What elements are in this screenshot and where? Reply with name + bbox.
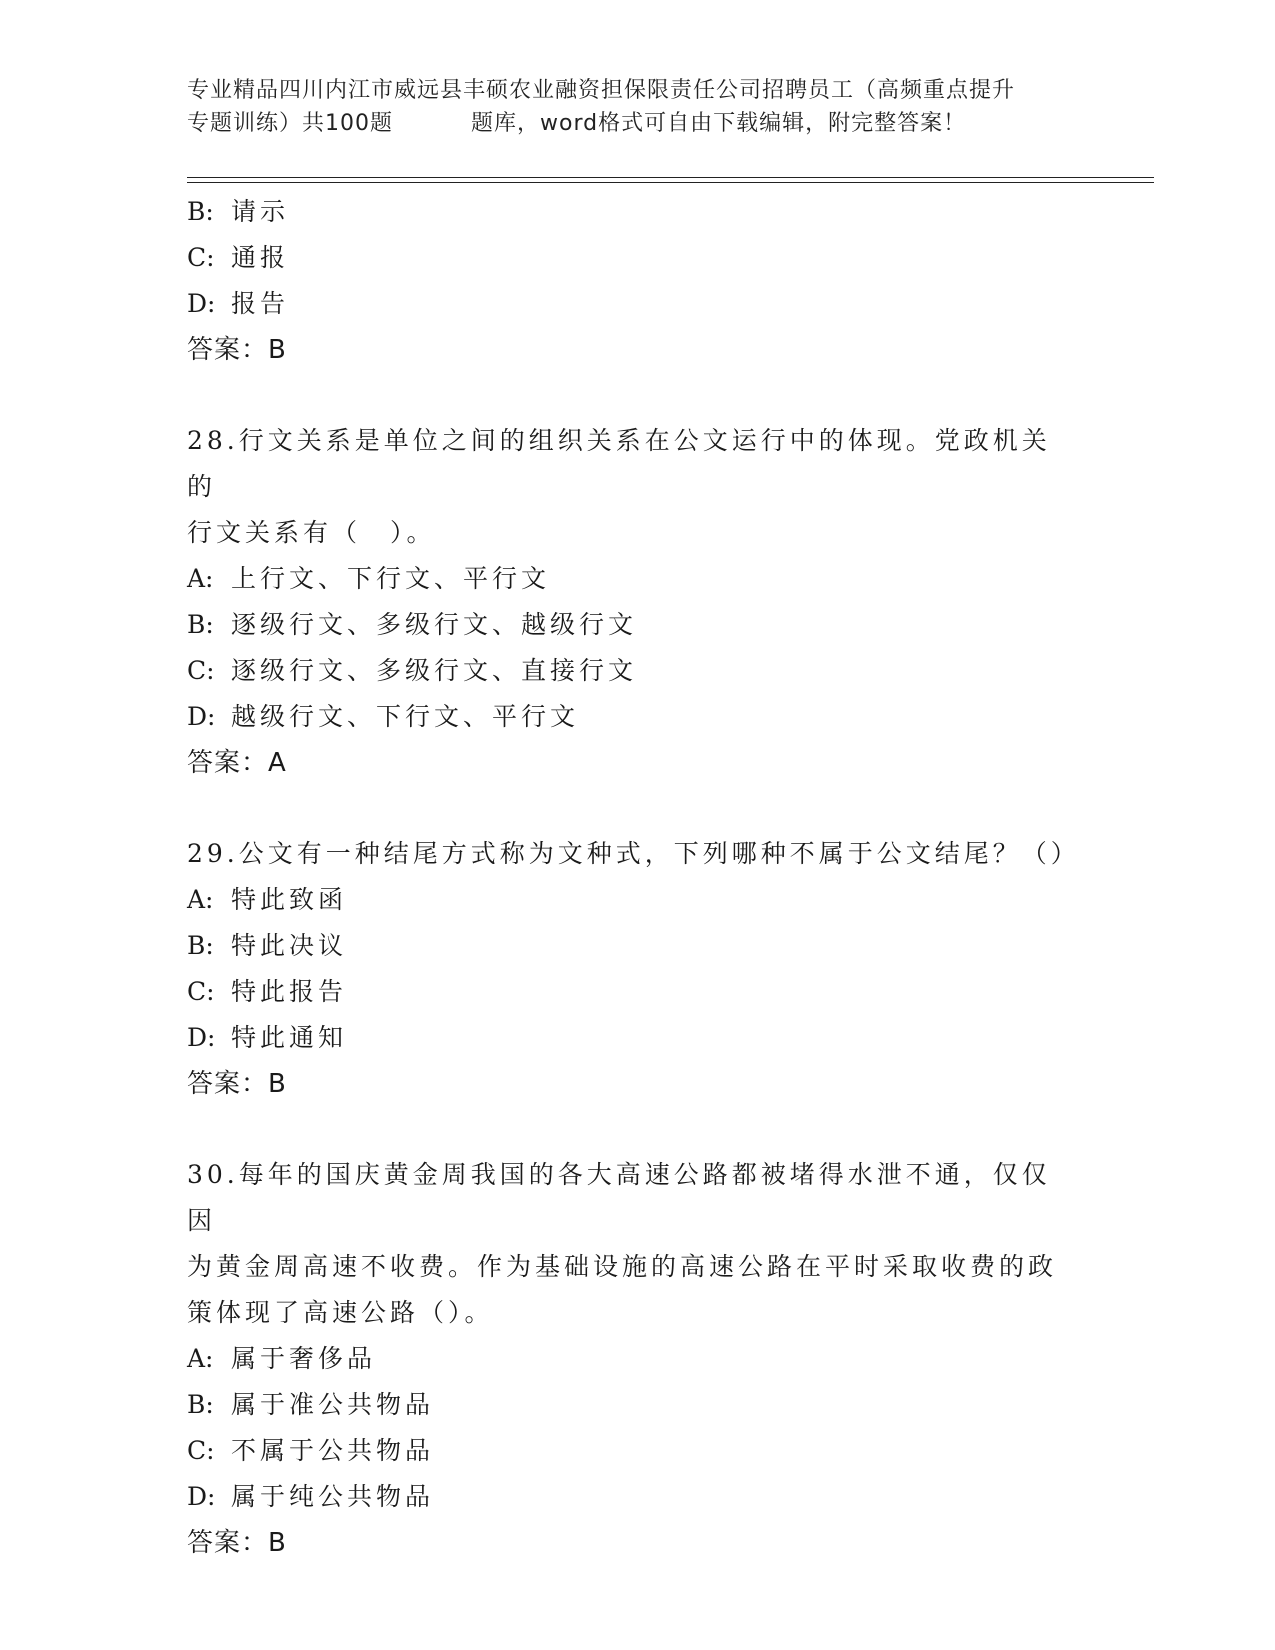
header-divider — [187, 177, 1154, 178]
header-divider-double — [187, 182, 1154, 183]
question-30 — [187, 1152, 1087, 1566]
question-stem-line: 行文关系有（ ）。 — [187, 518, 436, 547]
prev-question — [187, 189, 1087, 373]
answer: 答案：A — [187, 748, 287, 778]
question-stem-line: 29.公文有一种结尾方式称为文种式，下列哪种不属于公文结尾？（） — [187, 839, 1080, 868]
header-line-2a: 专题训练）共100题 — [187, 111, 393, 136]
question-stem-line: 28.行文关系是单位之间的组织关系在公文运行中的体现。党政机关的 — [187, 426, 1051, 501]
document-header — [187, 74, 1087, 140]
option-b: B: 属于准公共物品 — [187, 1390, 435, 1419]
answer: 答案：B — [187, 1528, 287, 1558]
answer: 答案：B — [187, 335, 287, 365]
option-d: D: 报告 — [187, 289, 290, 318]
header-line-2b: 题库，word格式可自由下载编辑，附完整答案！ — [471, 111, 967, 136]
option-a: A: 属于奢侈品 — [187, 1344, 377, 1373]
option-b: B: 逐级行文、多级行文、越级行文 — [187, 610, 638, 639]
option-c: C: 逐级行文、多级行文、直接行文 — [187, 656, 638, 685]
option-b: B: 特此决议 — [187, 931, 348, 960]
option-a: A: 特此致函 — [187, 885, 348, 914]
question-28 — [187, 418, 1087, 786]
option-b: B: 请示 — [187, 197, 290, 226]
option-d: D: 属于纯公共物品 — [187, 1482, 435, 1511]
header-line-2 — [187, 107, 1087, 140]
question-29 — [187, 831, 1087, 1107]
question-stem-line: 为黄金周高速不收费。作为基础设施的高速公路在平时采取收费的政 — [187, 1252, 1058, 1281]
option-d: D: 特此通知 — [187, 1023, 348, 1052]
option-a: A: 上行文、下行文、平行文 — [187, 564, 551, 593]
question-list — [187, 189, 1087, 1566]
option-c: C: 通报 — [187, 243, 290, 272]
header-line-1: 专业精品四川内江市威远县丰硕农业融资担保限责任公司招聘员工（高频重点提升 — [187, 78, 1016, 103]
question-stem-line: 策体现了高速公路（）。 — [187, 1298, 494, 1327]
answer: 答案：B — [187, 1069, 287, 1099]
option-d: D: 越级行文、下行文、平行文 — [187, 702, 580, 731]
question-stem-line: 30.每年的国庆黄金周我国的各大高速公路都被堵得水泄不通，仅仅因 — [187, 1160, 1051, 1235]
option-c: C: 不属于公共物品 — [187, 1436, 435, 1465]
option-c: C: 特此报告 — [187, 977, 348, 1006]
